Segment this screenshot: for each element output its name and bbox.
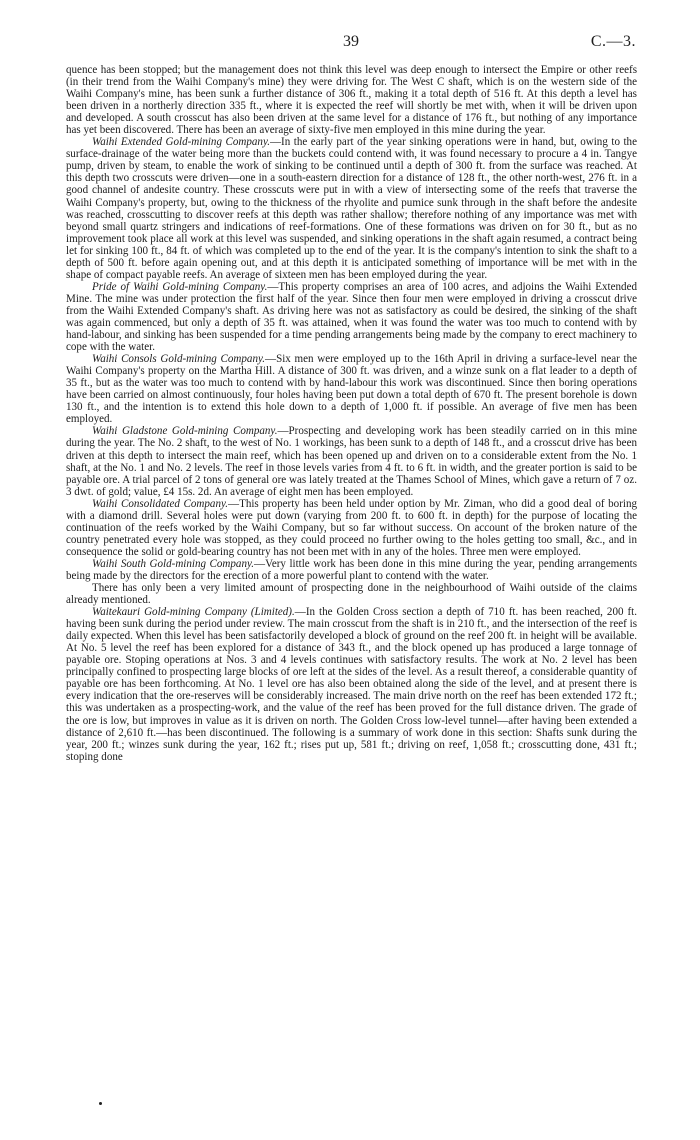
section-code: C.—3. xyxy=(590,33,636,50)
paragraph-waihi-west-c-shaft: quence has been stopped; but the management does not think this level was deep enough to intersect the Empire or other reefs (in their trend from the Waihi Company's mine) they were driving for. The West C shaft, which is on the western side of the Waihi Company's mine, has been sunk a further distance of 306 ft., making it a total depth of 516 ft. At this depth a level has been driven in a northerly direction 335 ft., where it is expected the reef will shortly be met with, when it will be driven upon and developed. A south crosscut has also been driven at the same level for a distance of 176 ft., but nothing of any importance has yet been discovered. There has been an average of sixty-five men employed in this mine during the year. xyxy=(66,64,637,137)
ink-mark xyxy=(99,1102,102,1105)
company-name: Waihi Consols Gold-mining Company. xyxy=(92,353,266,366)
page-header xyxy=(66,33,636,55)
company-name: Pride of Waihi Gold-mining Company. xyxy=(92,280,268,293)
company-name: Waihi Extended Gold-mining Company. xyxy=(92,136,270,149)
page-number: 39 xyxy=(343,33,359,50)
report-body xyxy=(66,64,637,763)
company-name: Waitekauri Gold-mining Company (Limited). xyxy=(92,606,295,619)
paragraph-waitekauri: Waitekauri Gold-mining Company (Limited).—In the Golden Cross section a depth of 710 ft. has been reached, 200 ft. having been sunk during the period under review. The main crosscut from the shaft is in 210 ft., and the intersection of the reef is daily expected. When this level has been satisfactorily developed a block of ground on the reef 200 ft. in height will be available. At No. 5 level the reef has been explored for a distance of 343 ft., and the block opened up has produced a large tonnage of payable ore. Stoping operations at Nos. 3 and 4 levels continues with satisfactory results. The work at No. 2 level has been principally confined to prospecting large blocks of ore left at the sides of the level. As a result thereof, a considerable quantity of payable ore has been forthcoming. At No. 1 level ore has also been obtained along the side of the level, and at present there is every indication that the ore-reserves will be considerably increased. The main drive north on the reef has been extended 172 ft.; this was undertaken as a prospecting-work, and the value of the reef has been proved for the full distance driven. The grade of the ore is low, but improves in value as it is driven on north. The Golden Cross low-level tunnel—after having been extended a distance of 2,610 ft.—has been discontinued. The following is a summary of work done in this section: Shafts sunk during the year, 200 ft.; winzes sunk during the year, 162 ft.; rises put up, 581 ft.; driving on reef, 1,058 ft.; crosscutting done, 431 ft.; stoping done xyxy=(66,606,637,763)
company-name: Waihi South Gold-mining Company. xyxy=(92,557,255,570)
paragraph-waihi-extended: Waihi Extended Gold-mining Company.—In the early part of the year sinking operations were in hand, but, owing to the surface-drainage of the water being more than the buckets could contend with, it was found necessary to procure a 4 in. Tangye pump, driven by steam, to enable the work of sinking to be continued until a depth of 300 ft. from the surface was reached. At this depth two crosscuts were driven—one in a south-eastern direction for a distance of 128 ft., the other north-west, 276 ft. in a good channel of andesite country. These crosscuts were put in with a view of intersecting some of the reefs that traverse the Waihi Company's property, but, owing to the thickness of the rhyolite and pumice sunk through in the shaft before the andesite was reached, crosscutting to discover reefs at this depth was rather shallow; therefore nothing of any importance was met with beyond small quartz stringers and indications of reef-formations. One of these formations was driven on for 30 ft., but as no improvement took place all work at this level was suspended, and sinking operations in the shaft again resumed, a contract being let for sinking 100 ft., 84 ft. of which was completed up to the end of the year. It is the company's intention to sink the shaft to a depth of 500 ft. before again opening out, and at this depth it is anticipated something of importance will be met with in the shape of compact payable reefs. An average of sixteen men has been employed during the year. xyxy=(66,136,637,281)
paragraph-waihi-south: Waihi South Gold-mining Company.—Very little work has been done in this mine during the year, pending arrangements being made by the directors for the erection of a more powerful plant to contend with the water. xyxy=(66,557,637,582)
paragraph-pride-of-waihi: Pride of Waihi Gold-mining Company.—This property comprises an area of 100 acres, and adjoins the Waihi Extended Mine. The mine was under protection the first half of the year. Since then four men were employed in driving a crosscut drive from the Waihi Extended Company's shaft. As driving here was not as satisfactory as could be desired, the sinking of the shaft was again commenced, but only a depth of 35 ft. was attained, when it was found the water was too much to contend with by hand-labour, and sinking has been suspended for a time pending arrangements being made by the company to erect machinery to cope with the water. xyxy=(66,280,638,354)
paragraph-prospecting-note: There has only been a very limited amount of prospecting done in the neighbourhood of Waihi outside of the claims already mentioned. xyxy=(66,582,637,607)
company-name: Waihi Gladstone Gold-mining Company. xyxy=(92,425,278,438)
company-name: Waihi Consolidated Company. xyxy=(92,497,229,510)
paragraph-waihi-consols: Waihi Consols Gold-mining Company.—Six men were employed up to the 16th April in driving a surface-level near the Waihi Company's property on the Martha Hill. A distance of 300 ft. was driven, and a winze sunk on a flat leader to a depth of 35 ft., but as the water was too much to contend with by hand-labour this work was discontinued. Since then boring operations have been carried on almost continuously, four holes having been put down a total depth of 670 ft. The present borehole is down 130 ft., and the intention is to extend this hole down to a depth of 1,000 ft. if possible. An average of five men has been employed. xyxy=(66,353,638,426)
paragraph-waihi-gladstone: Waihi Gladstone Gold-mining Company.—Prospecting and developing work has been steadily carried on in this mine during the year. The No. 2 shaft, to the west of No. 1 workings, has been sunk to a depth of 148 ft., and a crosscut drive has been driven at this depth to intersect the main reef, which has been opened up and driven on to a considerable extent from the No. 1 shaft, at the No. 1 and No. 2 levels. The reef in those levels varies from 4 ft. to 6 ft. in width, and the greater portion is said to be payable ore. A trial parcel of 2 tons of general ore was lately treated at the Thames School of Mines, which gave a return of 7 oz. 3 dwt. of gold; value, £4 15s. 2d. An average of eight men has been employed. xyxy=(66,425,637,498)
paragraph-waihi-consolidated: Waihi Consolidated Company.—This property has been held under option by Mr. Ziman, who did a good deal of boring with a diamond drill. Several holes were put down (varying from 200 ft. to 600 ft. in depth) for the purpose of locating the continuation of the reefs worked by the Waihi Company, but so far without success. On account of the broken nature of the country penetrated every hole was stopped, as they could proceed no further owing to the holes getting too small, &c., and in consequence the solid or gold-bearing country has not been met with in any of the holes. Three men were employed. xyxy=(66,497,637,558)
